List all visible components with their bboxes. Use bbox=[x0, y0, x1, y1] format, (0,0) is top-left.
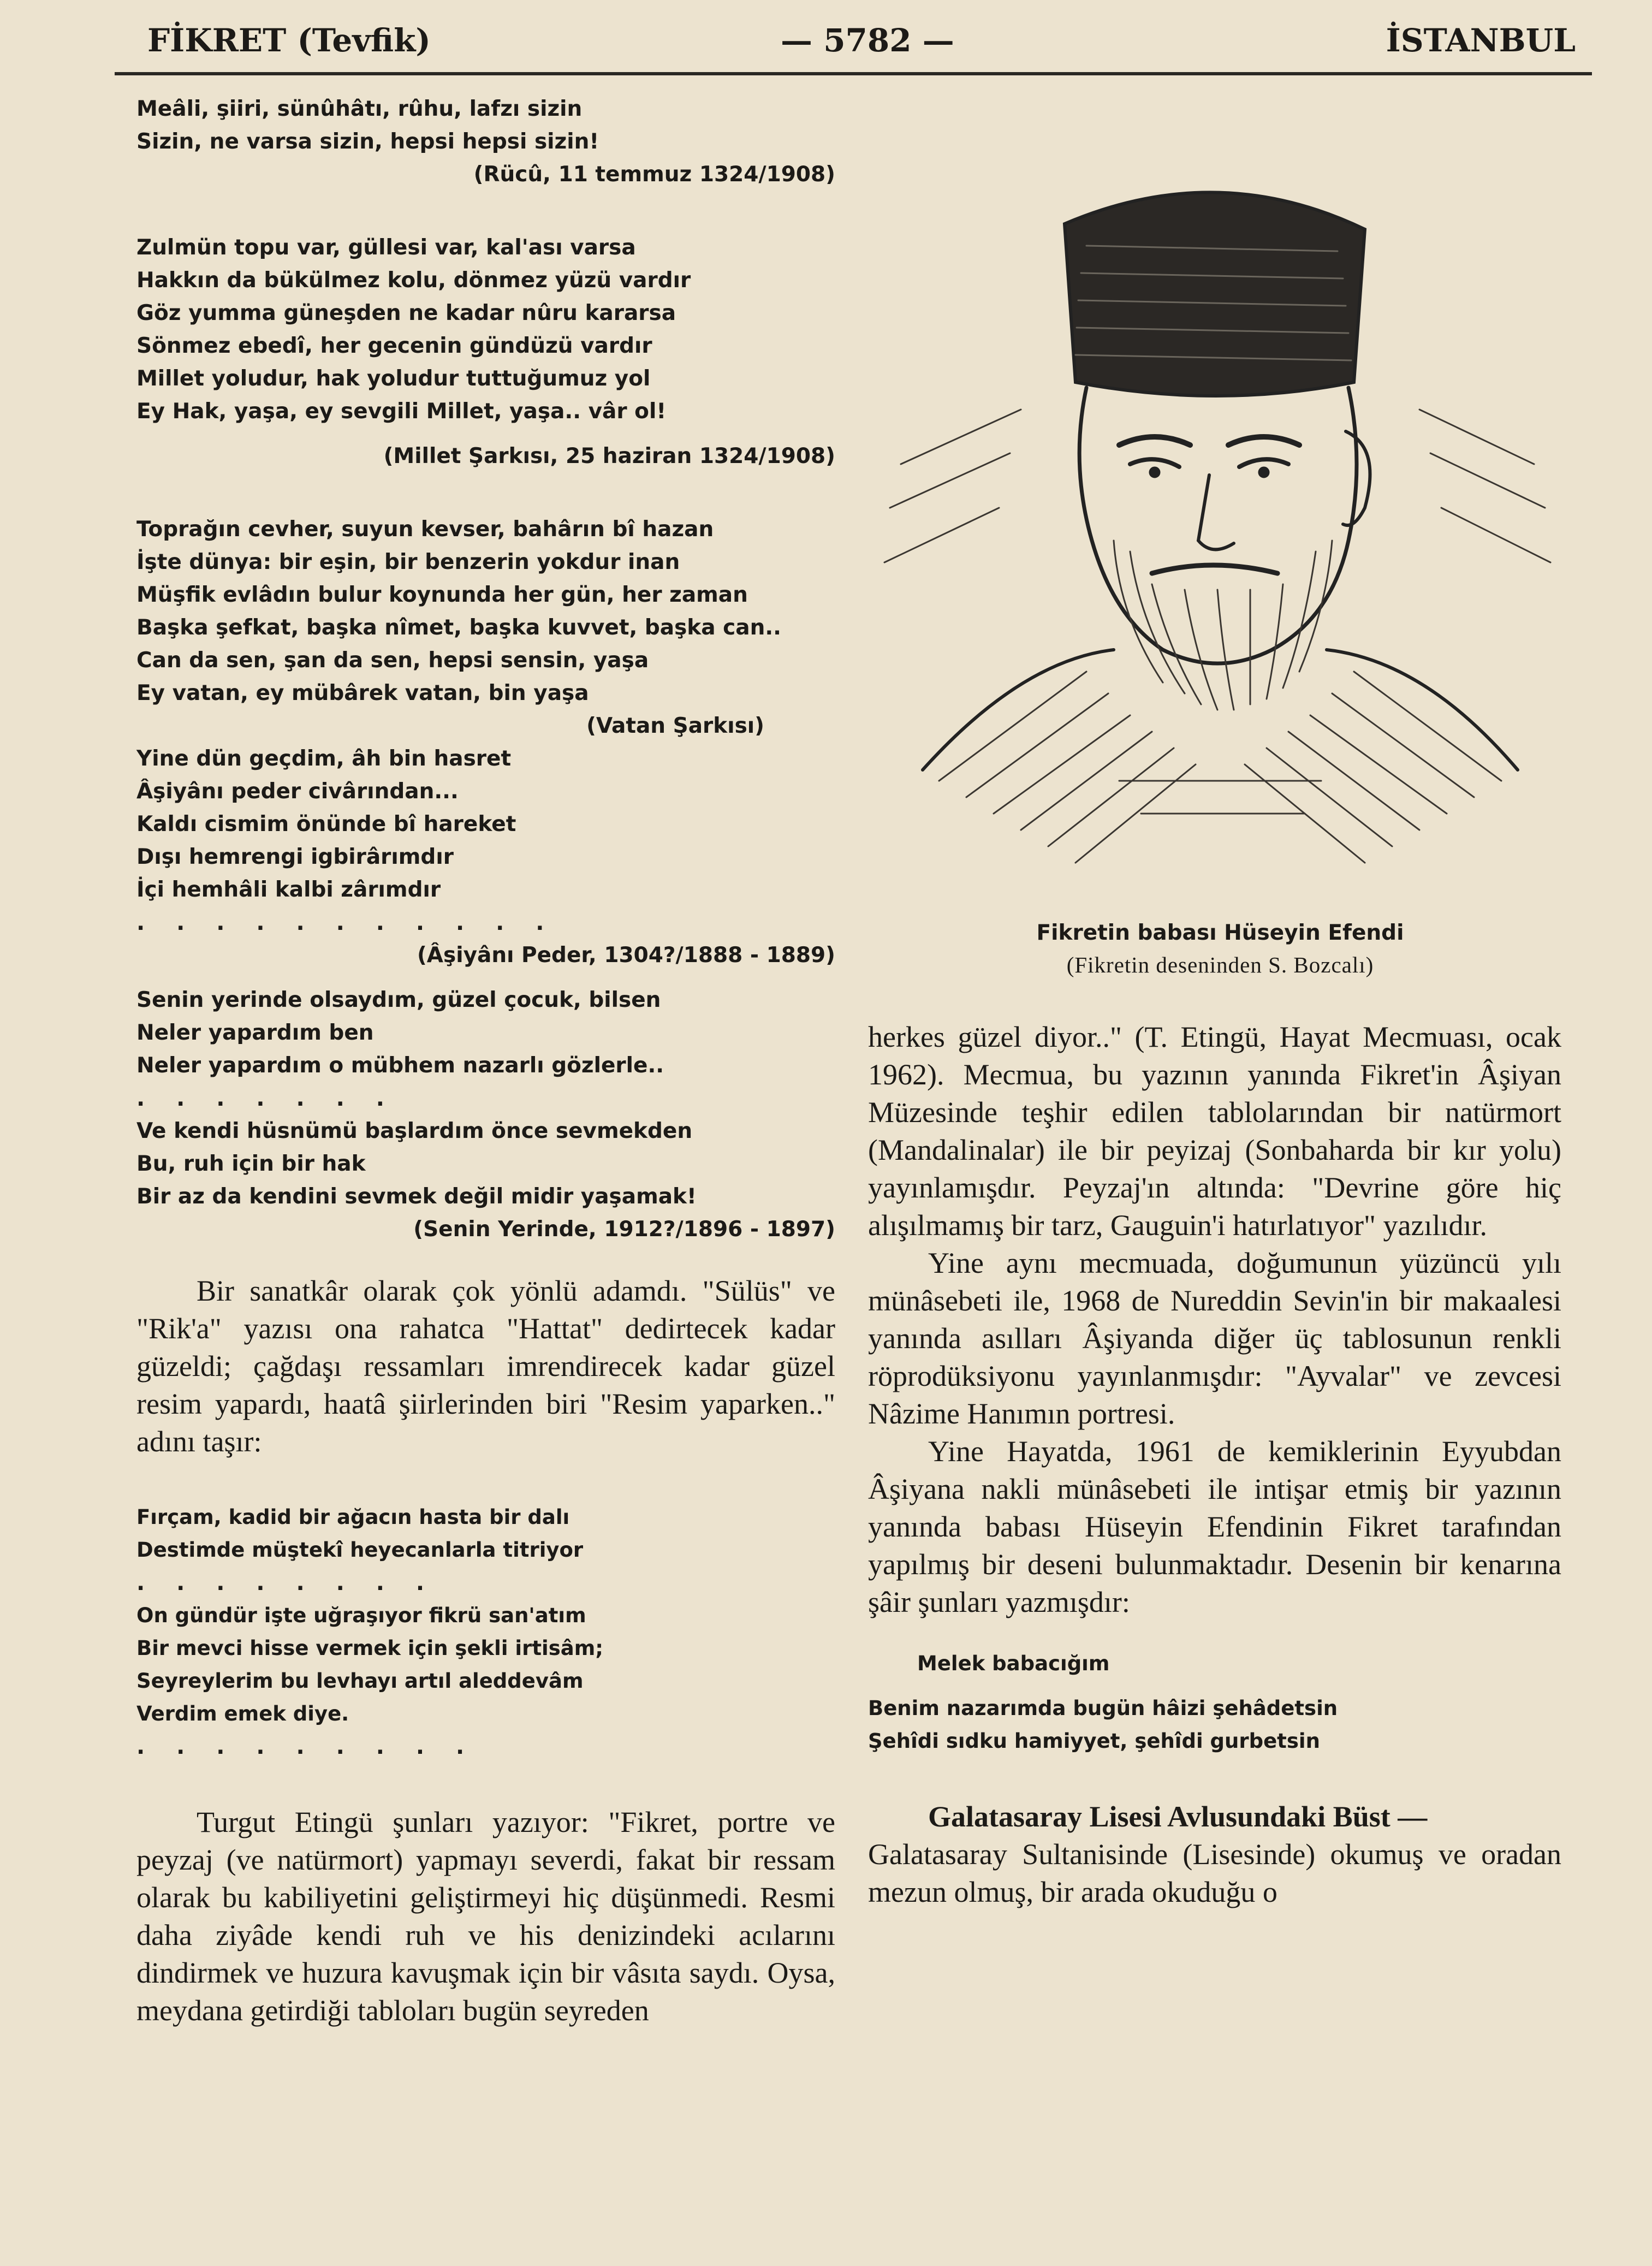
page-number: — 5782 — bbox=[781, 22, 954, 59]
left-column bbox=[136, 93, 835, 2030]
right-column bbox=[868, 1018, 1561, 1911]
portrait-sketch-image bbox=[857, 126, 1583, 906]
poem-line: Destimde müştekî heyecanlarla titriyor bbox=[136, 1538, 584, 1562]
body-text: Turgut Etingü şunları yazıyor: "Fikret, portre ve peyzaj (ve natürmort) yapmayı severdi, fakat bir ressam olarak bu kabiliyetini geliştirmeyi hiç düşünmedi. Resmi daha ziyâde kendi ruh ve his denizindeki acılarını dindirmek ve huzura kavuşmak için bir vâsıta saydı. Oysa, meydana getirdiği tabloları bugün seyreden bbox=[136, 1806, 835, 2027]
poem-line: Neler yapardım ben bbox=[136, 1021, 374, 1045]
poem-line: Sönmez ebedî, her gecenin gündüzü vardır bbox=[136, 334, 652, 358]
ellipsis-dots: . . . . . . . . . bbox=[136, 1734, 477, 1759]
poem-line: Seyreylerim bu levhayı artıl aleddevâm bbox=[136, 1669, 584, 1693]
poem-rucu bbox=[136, 93, 835, 158]
poem-line: On gündür işte uğraşıyor fikrü san'atım bbox=[136, 1604, 586, 1627]
caption-credit: (Fikretin deseninden S. Bozcalı) bbox=[1066, 952, 1374, 977]
caption-title: Fikretin babası Hüseyin Efendi bbox=[1036, 921, 1404, 945]
poem-senin-yerinde bbox=[136, 984, 835, 1082]
body-text: herkes güzel diyor.." (T. Etingü, Hayat Mecmuası, ocak 1962). Mecmua, bu yazının yanında Fikret'in Âşiyan Müzesinde teşhir edilen tablolarından bir natürmort (Mandalinalar) ile bir peyizaj (Sonbaharda bir kır yolu) yayınlamışdır. Peyzaj'ın altında: "Devrine göre hiç alışılmamış bir tarz, Gauguin'i hatırlatıyor" yazılıdır. bbox=[868, 1021, 1561, 1242]
poem-vatan bbox=[136, 513, 835, 710]
poem-line: Verdim emek diye. bbox=[136, 1702, 349, 1725]
poem-line: Ve kendi hüsnümü başlardım önce sevmekden bbox=[136, 1119, 693, 1143]
poem-millet bbox=[136, 232, 835, 428]
section-heading bbox=[868, 1798, 1561, 1836]
poem-line: Başka şefkat, başka nîmet, başka kuvvet, başka can.. bbox=[136, 615, 781, 640]
subhead-text: Galatasaray Lisesi Avlusundaki Büst — bbox=[928, 1800, 1428, 1833]
citation: (Vatan Şarkısı) bbox=[586, 714, 764, 738]
citation: (Millet Şarkısı, 25 haziran 1324/1908) bbox=[383, 444, 835, 468]
poem-line: Millet yoludur, hak yoludur tuttuğumuz yol bbox=[136, 366, 651, 391]
citation: (Âşiyânı Peder, 1304?/1888 - 1889) bbox=[417, 943, 835, 968]
body-text: Yine aynı mecmuada, doğumunun yüzüncü yılı münâsebeti ile, 1968 de Nureddin Sevin'in bir makaalesi yanında asılları Âşiyanda diğer üç tablosunun renkli röprodüksiyonu yayınlanmışdır: "Ayvalar" ve zevcesi Nâzime Hanımın portresi. bbox=[868, 1247, 1561, 1430]
poem-line: Şehîdi sıdku hamiyyet, şehîdi gurbetsin bbox=[868, 1729, 1320, 1753]
citation: (Rücû, 11 temmuz 1324/1908) bbox=[473, 162, 835, 187]
poem-line: İçi hemhâli kalbi zârımdır bbox=[136, 877, 441, 902]
poem-line: Bir mevci hisse vermek için şekli irtisâm; bbox=[136, 1636, 604, 1660]
poem-line: Yine dün geçdim, âh bin hasret bbox=[136, 746, 512, 771]
poem-asiyani-peder bbox=[136, 743, 835, 906]
poem-line: İşte dünya: bir eşin, bir benzerin yokdur inan bbox=[136, 550, 680, 574]
poem-line: Ey Hak, yaşa, ey sevgili Millet, yaşa.. vâr ol! bbox=[136, 399, 667, 424]
poem-line: Fırçam, kadid bir ağacın hasta bir dalı bbox=[136, 1505, 570, 1529]
poem-line: Bir az da kendini sevmek değil midir yaşamak! bbox=[136, 1184, 697, 1209]
poem-line: Meâli, şiiri, sünûhâtı, rûhu, lafzı sizin bbox=[136, 97, 583, 121]
poem-line: Dışı hemrengi igbirârımdır bbox=[136, 845, 454, 869]
poem-sehadet bbox=[868, 1692, 1561, 1758]
citation: (Senin Yerinde, 1912?/1896 - 1897) bbox=[413, 1217, 835, 1242]
poem-line: Benim nazarımda bugün hâizi şehâdetsin bbox=[868, 1696, 1338, 1720]
header-title: FİKRET (Tevfik) bbox=[147, 22, 431, 59]
poem-line: Âşiyânı peder civârından... bbox=[136, 779, 459, 804]
paragraph-artist bbox=[136, 1272, 835, 1461]
body-text: Galatasaray Sultanisinde (Lisesinde) okumuş ve oradan mezun olmuş, bir arada okuduğu o bbox=[868, 1838, 1561, 1908]
poem-line: Toprağın cevher, suyun kevser, bahârın bî hazan bbox=[136, 517, 714, 542]
poem-melek-babacigim bbox=[868, 1647, 1561, 1680]
header-rule bbox=[115, 72, 1592, 75]
poem-resim-yaparken bbox=[136, 1501, 835, 1763]
poem-line: Neler yapardım o mübhem nazarlı gözlerle.. bbox=[136, 1053, 664, 1078]
poem-line: Göz yumma güneşden ne kadar nûru kararsa bbox=[136, 301, 676, 325]
running-header bbox=[0, 11, 1652, 76]
paragraph-galatasaray bbox=[868, 1798, 1561, 1911]
poem-line: Melek babacığım bbox=[917, 1652, 1110, 1675]
header-city: İSTANBUL bbox=[1386, 22, 1576, 59]
poem-line: Müşfik evlâdın bulur koynunda her gün, her zaman bbox=[136, 583, 748, 607]
poem-senin-yerinde-cont bbox=[136, 1115, 835, 1213]
poem-line: Bu, ruh için bir hak bbox=[136, 1152, 366, 1176]
ellipsis-dots: . . . . . . . bbox=[136, 1086, 396, 1111]
poem-line: Ey vatan, ey mübârek vatan, bin yaşa bbox=[136, 681, 589, 705]
poem-line: Sizin, ne varsa sizin, hepsi hepsi sizin! bbox=[136, 129, 599, 154]
ellipsis-dots: . . . . . . . . . . . bbox=[136, 910, 556, 935]
poem-line: Kaldı cismim önünde bî hareket bbox=[136, 812, 516, 837]
paragraph-hayat bbox=[868, 1018, 1561, 1621]
poem-line: Senin yerinde olsaydım, güzel çocuk, bilsen bbox=[136, 988, 661, 1012]
portrait-caption bbox=[852, 917, 1589, 981]
ellipsis-dots: . . . . . . . . bbox=[136, 1570, 437, 1595]
poem-line: Hakkın da bükülmez kolu, dönmez yüzü vardır bbox=[136, 268, 691, 293]
body-text: Yine Hayatda, 1961 de kemiklerinin Eyyubdan Âşiyana nakli münâsebeti ile intişar etmiş bir yazının yanında babası Hüseyin Efendinin Fikret tarafından yapılmış bir deseni bulunmaktadır. Desenin bir kenarına şâir şunları yazmışdır: bbox=[868, 1435, 1561, 1618]
poem-line: Can da sen, şan da sen, hepsi sensin, yaşa bbox=[136, 648, 649, 673]
paragraph-etingu bbox=[136, 1804, 835, 2030]
body-text: Bir sanatkâr olarak çok yönlü adamdı. "Sülüs" ve "Rik'a" yazısı ona rahatca "Hattat" dedirtecek kadar güzeldi; çağdaşı ressamları imrendirecek kadar güzel resim yapardı, haatâ şiirlerinden biri "Resim yaparken.." adını taşır: bbox=[136, 1274, 835, 1458]
poem-line: Zulmün topu var, güllesi var, kal'ası varsa bbox=[136, 235, 636, 260]
